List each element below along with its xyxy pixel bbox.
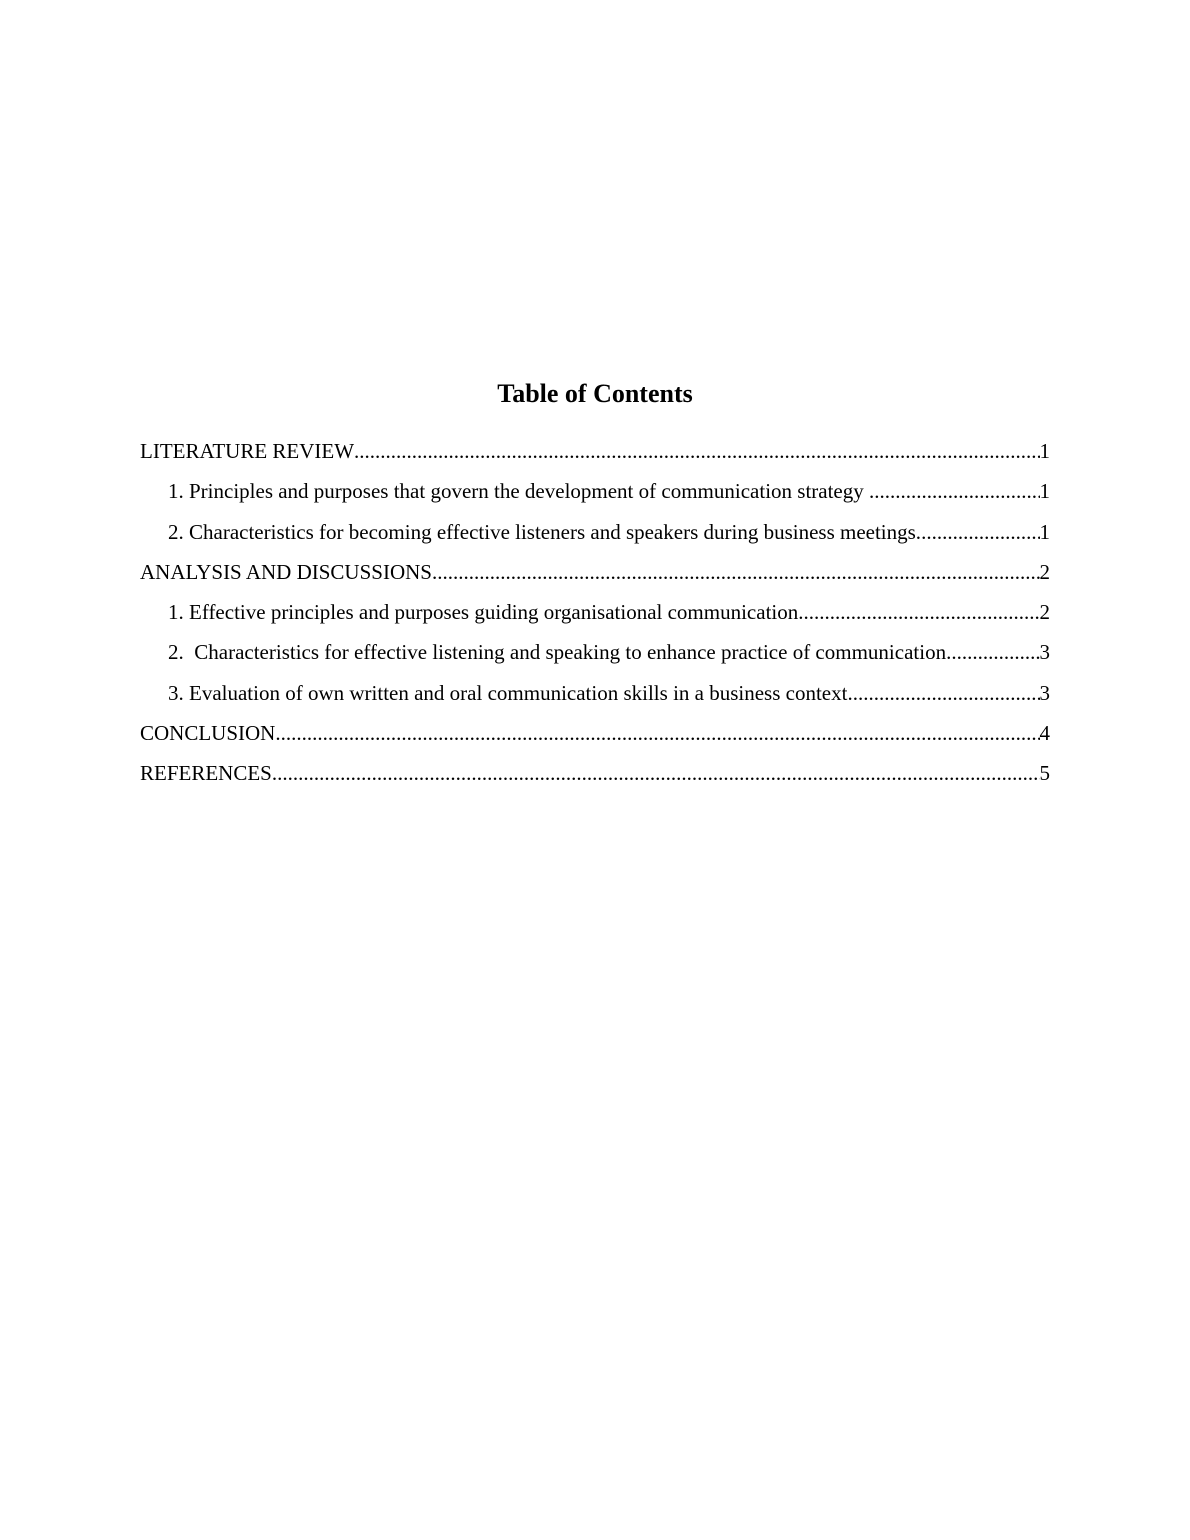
toc-entry-characteristics-listeners-speakers[interactable]	[140, 515, 1050, 555]
toc-dot-leader	[275, 716, 1039, 750]
toc-dot-leader	[354, 434, 1039, 468]
toc-page-number: 1	[1039, 479, 1050, 504]
toc-entry-text: 2. Characteristics for becoming effective listeners and speakers during business meetings.	[168, 519, 922, 544]
toc-page-number: 1	[1039, 519, 1050, 544]
toc-entry-conclusion[interactable]	[140, 716, 1050, 756]
toc-page-number: 3	[1039, 640, 1050, 665]
toc-dot-leader	[946, 635, 1039, 669]
toc-entry-text: LITERATURE REVIEW	[140, 439, 355, 463]
toc-entry-effective-principles-organisational[interactable]	[140, 595, 1050, 635]
toc-page-number: 2	[1039, 600, 1050, 625]
toc-entry-text: 2. Characteristics for effective listening and speaking to enhance practice of communication	[168, 640, 947, 665]
toc-dot-leader	[869, 474, 1040, 508]
toc-entry-principles-purposes-strategy[interactable]	[140, 474, 1050, 514]
toc-entry-text: 3. Evaluation of own written and oral communication skills in a business context	[168, 680, 848, 705]
toc-dot-leader	[432, 555, 1040, 589]
toc-entry-analysis-and-discussions[interactable]	[140, 555, 1050, 595]
toc-entry-text: REFERENCES	[140, 761, 272, 786]
toc-dot-leader	[272, 756, 1040, 790]
toc-entry-text: CONCLUSION	[140, 721, 276, 746]
toc-entry-literature-review[interactable]	[140, 434, 1050, 474]
toc-page-number: 3	[1039, 680, 1050, 705]
toc-entry-text: 1. Principles and purposes that govern the development of communication strategy	[168, 479, 869, 504]
toc-entry-text: ANALYSIS AND DISCUSSIONS	[140, 559, 432, 584]
toc-entry-evaluation-communication-skills[interactable]	[140, 676, 1050, 716]
toc-page-number: 2	[1039, 559, 1050, 584]
toc-entry-effective-listening-speaking[interactable]	[140, 635, 1050, 675]
table-of-contents	[140, 434, 1050, 797]
toc-page-number: 5	[1039, 761, 1050, 786]
toc-page-number: 1	[1039, 439, 1050, 463]
toc-page-number: 4	[1039, 721, 1050, 746]
toc-dot-leader	[921, 515, 1039, 549]
toc-title: Table of Contents	[497, 379, 693, 408]
toc-dot-leader	[798, 595, 1039, 629]
toc-entry-references[interactable]	[140, 756, 1050, 796]
toc-dot-leader	[847, 676, 1039, 710]
toc-entry-text: 1. Effective principles and purposes guiding organisational communication	[168, 600, 799, 625]
